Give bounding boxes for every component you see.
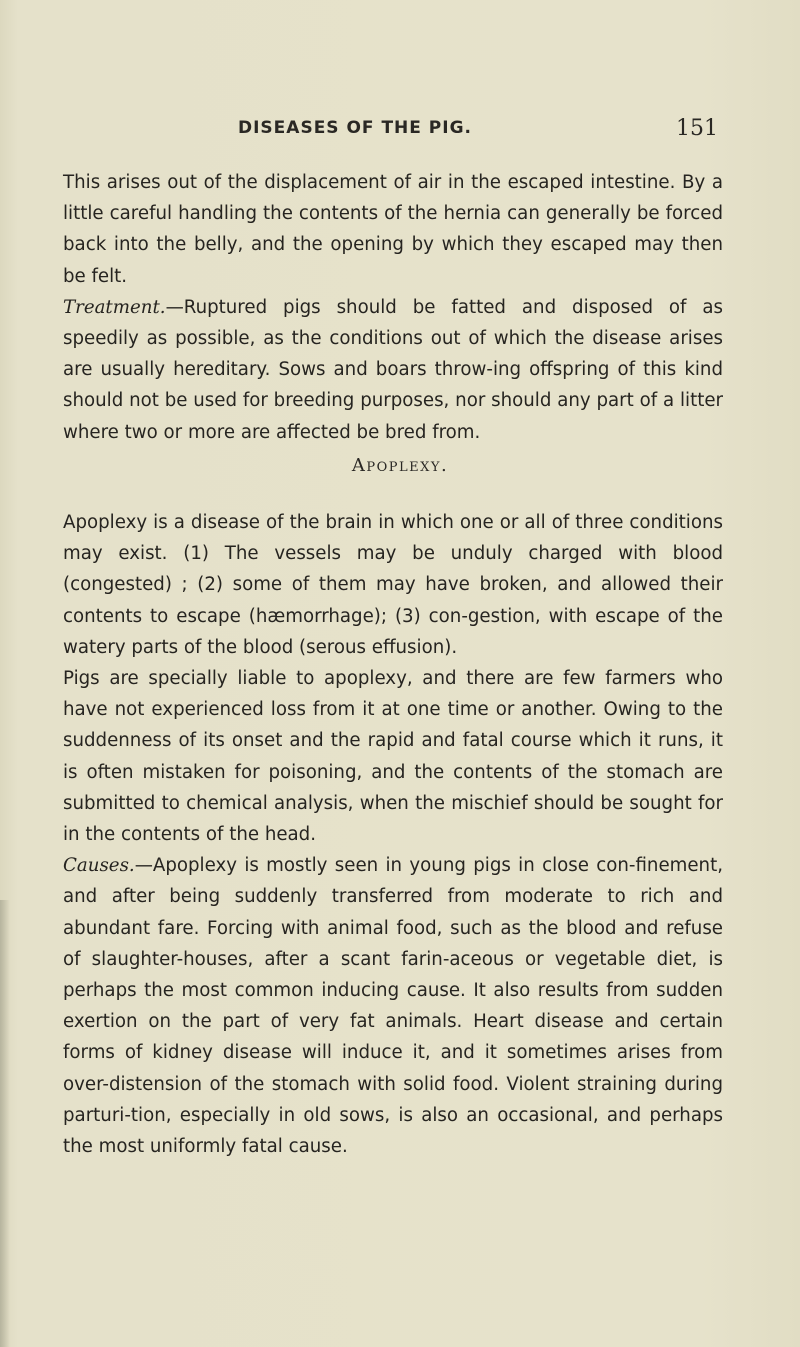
causes-text: —Apoplexy is mostly seen in young pigs in close con-finement, and after being suddenly transferred from moderate to rich and abundant fare. Forcing with animal food, such as the blood and refuse of slaughter-houses, after a scant farin-aceous or vegetable diet, is perhaps the most common inducing cause. It also results from sudden exertion on the part of very fat animals. Heart disease and certain forms of kidney disease will induce it, and it sometimes arises from over-distension of the stomach with solid food. Violent straining during parturi-tion, especially in old sows, is also an occasional, and perhaps the most uniformly fatal cause.	[63, 855, 723, 1158]
running-head-title: DISEASES OF THE PIG.	[238, 118, 473, 138]
paragraph-hernia-description: This arises out of the displacement of air in the escaped intestine. By a little careful handling the contents of the hernia can generally be forced back into the belly, and the opening by which they escaped may then be felt.	[63, 172, 723, 287]
paragraph-causes	[63, 850, 723, 1162]
treatment-lead: Treatment.	[63, 296, 166, 318]
paragraph-apoplexy-liability: Pigs are specially liable to apoplexy, and there are few farmers who have not experienced loss from it at one time or another. Owing to the suddenness of its onset and the rapid and fatal course which it runs, it is often mistaken for poisoning, and the contents of the stomach are submitted to chemical analysis, when the mischief should be sought for in the contents of the head.	[63, 668, 723, 846]
paragraph-treatment	[63, 292, 723, 448]
running-head	[238, 116, 718, 146]
page-number: 151	[676, 116, 718, 141]
paragraph-apoplexy-definition: Apoplexy is a disease of the brain in which one or all of three conditions may exist. (1) The vessels may be unduly charged with blood (congested) ; (2) some of them may have broken, and allowed their contents to escape (hæmorrhage); (3) con-gestion, with escape of the watery parts of the blood (serous effusion).	[63, 512, 723, 658]
section-heading-apoplexy: Apoplexy.	[351, 455, 449, 476]
text-block-hernia	[63, 167, 723, 448]
treatment-text: —Ruptured pigs should be fatted and disposed of as speedily as possible, as the conditions out of which the disease arises are usually hereditary. Sows and boars throw-ing offspring of this kind should not be used for breeding purposes, nor should any part of a litter where two or more are affected be bred from.	[63, 296, 723, 443]
text-block-apoplexy	[63, 507, 723, 1162]
page-edge-shadow	[0, 900, 10, 1347]
causes-lead: Causes.	[63, 855, 135, 877]
